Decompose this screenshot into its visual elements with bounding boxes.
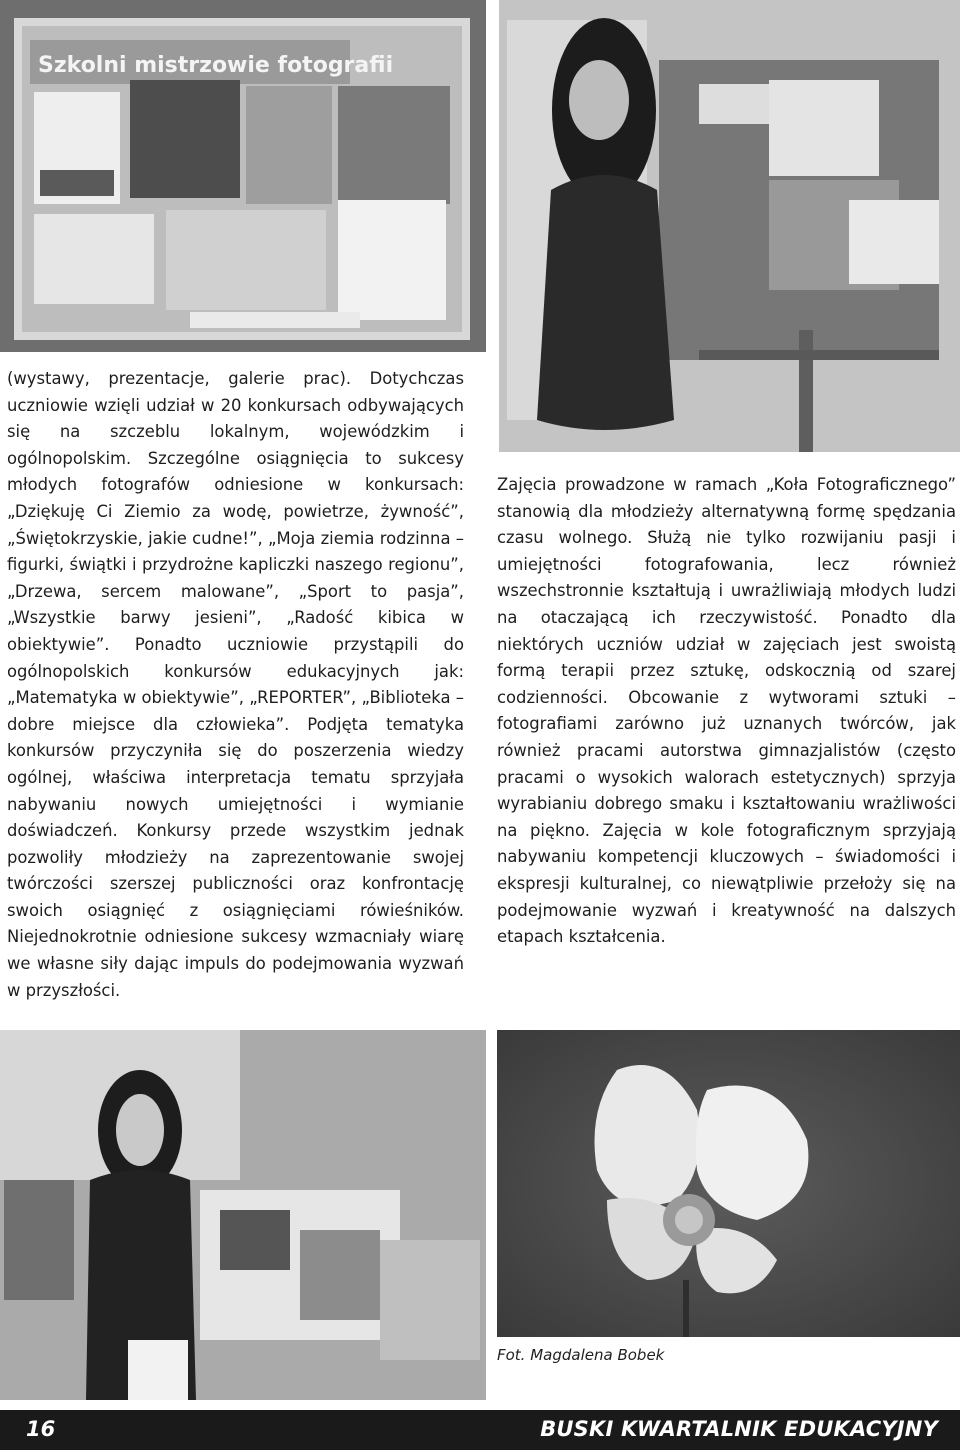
magazine-title: BUSKI KWARTALNIK EDUKACYJNY xyxy=(540,1417,938,1441)
photo-caption: Fot. Magdalena Bobek xyxy=(497,1346,665,1364)
photo-student-exhibition xyxy=(0,1030,486,1400)
page-footer xyxy=(0,1410,960,1450)
exhibition-board-image xyxy=(0,0,486,352)
left-column-text xyxy=(7,366,464,1004)
board-title: Szkolni mistrzowie fotografii xyxy=(38,53,394,78)
page-number: 16 xyxy=(26,1417,56,1441)
left-column-paragraph: (wystawy, prezentacje, galerie prac). Dotychczas uczniowie wzięli udział w 20 konkursach odbywających się na szczeblu lokalnym, wojewódzkim i ogólnopolskim. Szczególne osiągnięcia to sukcesy młodych fotografów odniesione w konkursach: „Dziękuję Ci Ziemio za wodę, powietrze, żywność”, „Świętokrzyskie, jakie cudne!”, „Moja ziemia rodzinna – figurki, świątki i przydrożne kapliczki naszego regionu”, „Drzewa, sercem malowane”, „Sport to pasja”, „Wszystkie barwy jesieni”, „Radość kibica w obiektywie”. Ponadto uczniowie przystąpili do ogólnopolskich konkursów edukacyjnych jak: „Matematyka w obiektywie”, „REPORTER”, „Biblioteka – dobre miejsce dla człowieka”. Podjęta tematyka konkursów przyczyniła się do poszerzenia wiedzy ogólnej, właściwa interpretacja tematu sprzyjała nabywaniu nowych umiejętności i wymianie doświadczeń. Konkursy przede wszystkim jednak pozwoliły młodzieży na zaprezentowanie swojej twórczości szerszej publiczności oraz konfrontację swoich osiągnięć z osiągnięciami rówieśników. Niejednokrotnie odniesione sukcesy wzmacniały wiarę we własne siły dając impuls do podejmowania wyzwań w przyszłości. xyxy=(7,369,464,1000)
photo-flower xyxy=(497,1030,960,1337)
photo-exhibition-board xyxy=(0,0,486,352)
right-column-text xyxy=(497,472,956,951)
student-exhibition-image xyxy=(0,1030,486,1400)
student-easel-image xyxy=(499,0,960,452)
photo-student-easel xyxy=(499,0,960,452)
flower-image xyxy=(497,1030,960,1337)
right-column-paragraph: Zajęcia prowadzone w ramach „Koła Fotograficznego” stanowią dla młodzieży alternatywną formę spędzania czasu wolnego. Służą nie tylko rozwijaniu pasji i umiejętności fotografowania, lecz również wszechstronnie kształtują i uwrażliwiają młodych ludzi na otaczającą ich rzeczywistość. Ponadto dla niektórych uczniów udział w zajęciach jest swoistą formą terapii przez sztukę, odskocznią od szarej codzienności. Obcowanie z wytworami sztuki – fotografiami zarówno już uznanych twórców, jak również pracami autorstwa gimnazjalistów (często pracami o wysokich walorach estetycznych) sprzyja wyrabianiu dobrego smaku i kształtowaniu wrażliwości na piękno. Zajęcia w kole fotograficznym sprzyjają nabywaniu kompetencji kluczowych – świadomości i ekspresji kulturalnej, co niewątpliwie przełoży się na podejmowanie wyzwań i kreatywność na dalszych etapach kształcenia. xyxy=(497,475,956,947)
